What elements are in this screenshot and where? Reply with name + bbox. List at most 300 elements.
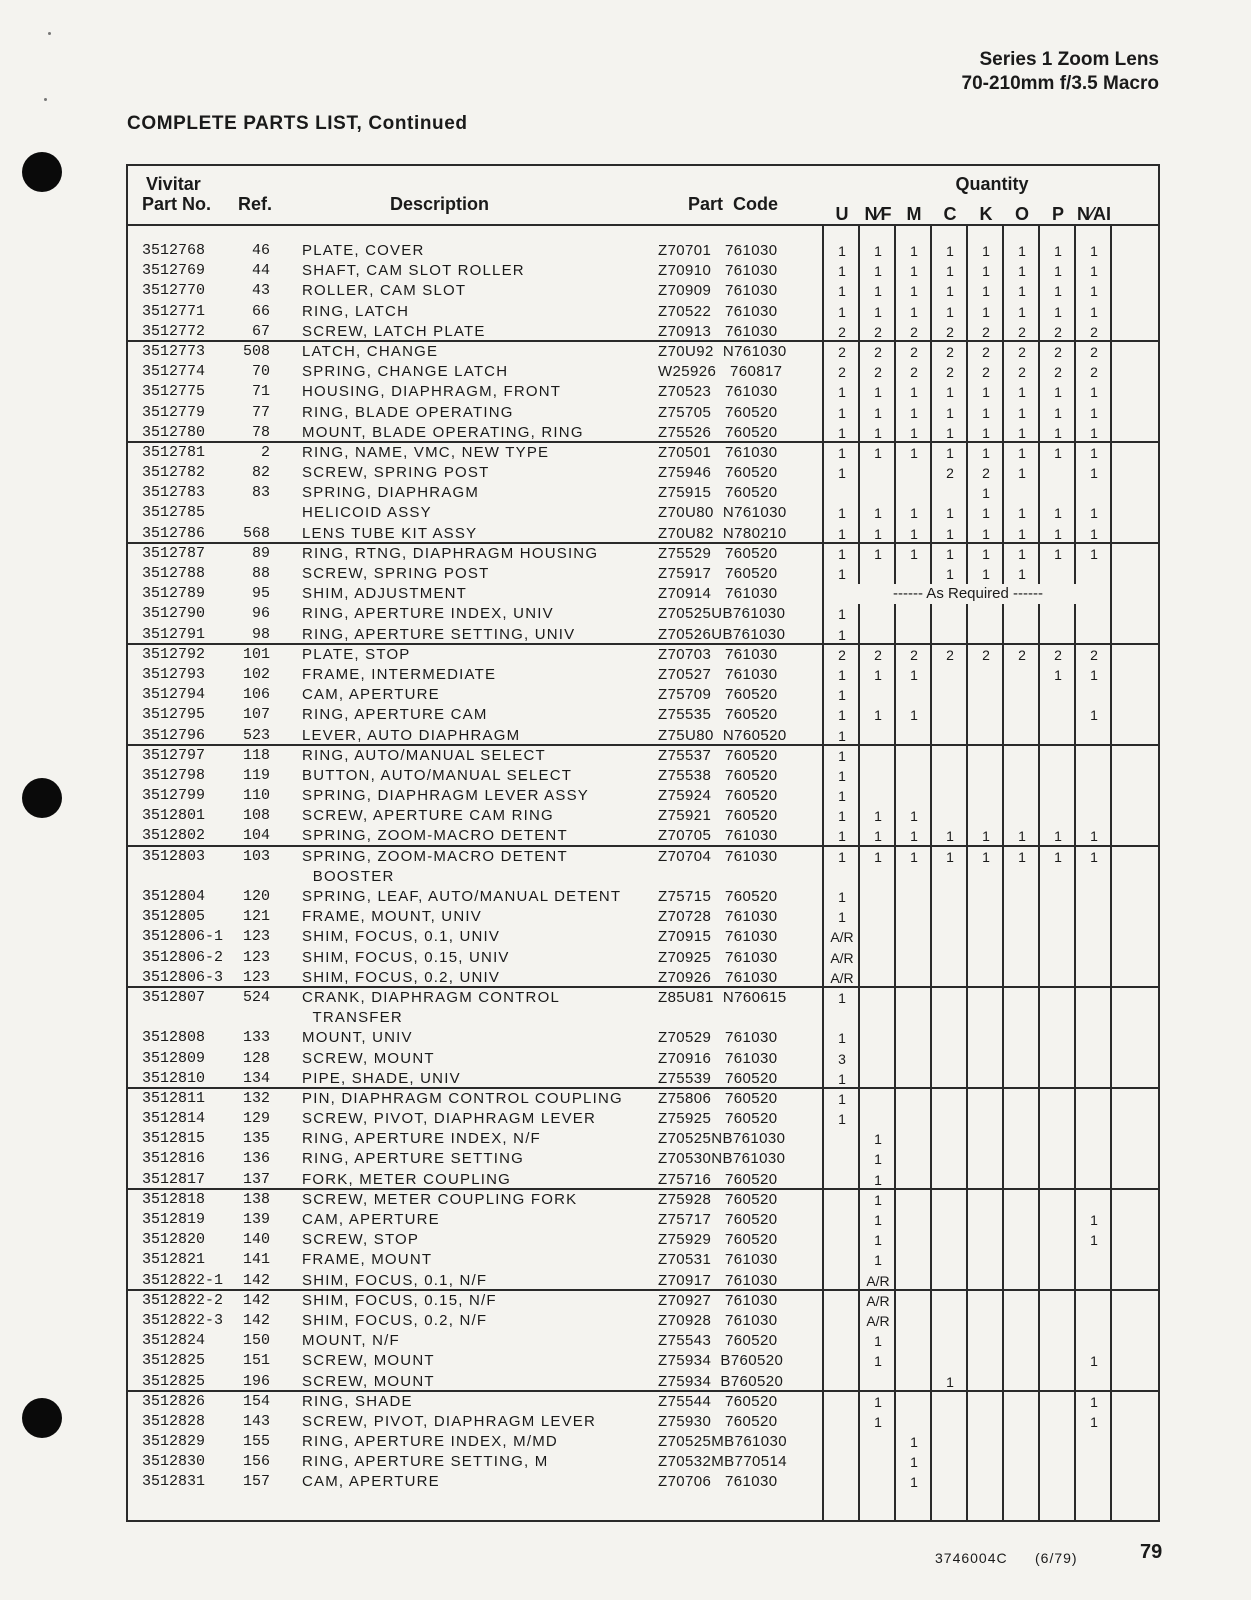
qty-cell: 1	[838, 666, 846, 683]
ref-number: 78	[251, 423, 270, 441]
qty-cell: 1	[874, 1353, 882, 1370]
part-code: Z75921 760520	[658, 807, 778, 825]
qty-cell: 2	[910, 646, 918, 663]
part-number: 3512828	[142, 1412, 206, 1430]
table-row	[128, 281, 1158, 301]
qty-cell: 1	[874, 1171, 882, 1188]
ref-number: 43	[251, 282, 270, 300]
part-code: Z75705 760520	[658, 403, 778, 421]
table-row	[128, 1412, 1158, 1432]
table-row	[128, 826, 1158, 846]
qty-cell: 1	[874, 707, 882, 724]
description: SCREW, MOUNT	[302, 1352, 435, 1370]
ref-number: 123	[242, 948, 270, 966]
qty-cell: 1	[946, 384, 954, 401]
part-number: 3512797	[142, 746, 206, 764]
description: BUTTON, AUTO/MANUAL SELECT	[302, 766, 573, 784]
ref-number: 155	[242, 1433, 270, 1451]
part-number: 3512780	[142, 423, 206, 441]
qty-cell: 1	[838, 808, 846, 825]
qty-cell: 1	[946, 505, 954, 522]
ref-number: 119	[242, 766, 270, 784]
qty-cell: 1	[910, 404, 918, 421]
ref-number: 82	[251, 464, 270, 482]
table-row	[128, 887, 1158, 907]
qty-cell: 1	[874, 1232, 882, 1249]
part-number: 3512773	[142, 342, 206, 360]
qty-cell: 1	[982, 424, 990, 441]
table-row	[128, 988, 1158, 1008]
table-row	[128, 1452, 1158, 1472]
qty-cell: 1	[1054, 424, 1062, 441]
qty-cell: 1	[1090, 424, 1098, 441]
part-code: Z75934 B760520	[658, 1372, 784, 1390]
part-number: 3512768	[142, 242, 206, 259]
part-code: Z75543 760520	[658, 1332, 778, 1350]
description: SCREW, STOP	[302, 1231, 420, 1249]
part-code: Z70U82 N780210	[658, 524, 787, 542]
qty-cell: 1	[910, 848, 918, 865]
qty-cell: 2	[874, 646, 882, 663]
table-row	[128, 1372, 1158, 1392]
qty-cell: 1	[982, 263, 990, 280]
table-row	[128, 726, 1158, 746]
qty-cell: 2	[874, 323, 882, 340]
qty-cell: 1	[874, 1413, 882, 1430]
qty-cell: 1	[1090, 384, 1098, 401]
qty-cell: 1	[1090, 444, 1098, 461]
qty-cell: 1	[1018, 404, 1026, 421]
qty-cell: 1	[1054, 545, 1062, 562]
qty-cell: 2	[982, 465, 990, 482]
table-row	[128, 847, 1158, 867]
part-code: Z70910 761030	[658, 262, 778, 280]
description: CAM, APERTURE	[302, 1473, 440, 1491]
description: SCREW, SPRING POST	[302, 464, 490, 482]
qty-cell: 1	[838, 303, 846, 320]
qty-cell: 1	[946, 404, 954, 421]
qty-cell: 1	[910, 545, 918, 562]
ref-number: 132	[242, 1089, 270, 1107]
qty-cell: 1	[1018, 303, 1026, 320]
qty-cell: 2	[838, 646, 846, 663]
qty-cell: 1	[982, 444, 990, 461]
table-row	[128, 382, 1158, 402]
ref-number: 156	[242, 1453, 270, 1471]
part-code: Z70525NB761030	[658, 1130, 786, 1148]
table-row	[128, 1432, 1158, 1452]
qty-cell: 1	[1090, 848, 1098, 865]
qty-cell: 2	[910, 364, 918, 381]
qty-cell: 1	[1090, 283, 1098, 300]
part-code: Z70U80 N761030	[658, 504, 787, 522]
qty-cell: 2	[982, 343, 990, 360]
qty-cell: 1	[874, 505, 882, 522]
table-row	[128, 1392, 1158, 1412]
description: HELICOID ASSY	[302, 504, 432, 522]
ref-number: 44	[251, 262, 270, 280]
part-code: Z70917 761030	[658, 1271, 778, 1289]
qty-cell: 1	[982, 303, 990, 320]
table-row	[128, 524, 1158, 544]
col-header-qty-4: K	[979, 204, 993, 224]
table-row	[128, 604, 1158, 624]
part-number: 3512792	[142, 645, 206, 663]
qty-cell: 1	[838, 707, 846, 724]
qty-cell: 1	[1054, 505, 1062, 522]
part-code: Z75930 760520	[658, 1412, 778, 1430]
ref-number: 104	[242, 827, 270, 845]
qty-cell: 1	[982, 566, 990, 582]
qty-cell: 1	[910, 505, 918, 522]
table-row	[128, 645, 1158, 665]
description: RING, RTNG, DIAPHRAGM HOUSING	[302, 544, 599, 562]
qty-cell: 2	[946, 465, 954, 482]
qty-cell: 2	[982, 323, 990, 340]
qty-cell: 1	[1018, 283, 1026, 300]
description: RING, LATCH	[302, 302, 410, 320]
qty-cell: 1	[982, 848, 990, 865]
qty-cell: 1	[1018, 444, 1026, 461]
qty-cell: 1	[1054, 666, 1062, 683]
table-row	[128, 806, 1158, 826]
qty-cell: 2	[874, 343, 882, 360]
part-code: Z75544 760520	[658, 1392, 778, 1410]
description: SCREW, PIVOT, DIAPHRAGM LEVER	[302, 1412, 597, 1430]
qty-cell: 1	[838, 626, 846, 643]
qty-cell: 1	[874, 666, 882, 683]
qty-cell: 1	[874, 243, 882, 259]
qty-cell: 1	[1090, 666, 1098, 683]
qty-cell: 1	[838, 606, 846, 623]
part-number: 3512769	[142, 262, 206, 280]
part-number: 3512808	[142, 1029, 206, 1047]
description: BOOSTER	[302, 867, 395, 885]
qty-cell: 2	[838, 323, 846, 340]
description: RING, APERTURE INDEX, UNIV	[302, 605, 554, 623]
description: RING, NAME, VMC, NEW TYPE	[302, 443, 550, 461]
qty-cell: 1	[946, 424, 954, 441]
qty-cell: 1	[910, 828, 918, 845]
part-code: W25926 760817	[658, 363, 783, 381]
ref-number: 128	[242, 1049, 270, 1067]
col-header-qty-2: M	[906, 204, 922, 224]
qty-cell: 1	[982, 505, 990, 522]
table-row	[128, 1472, 1158, 1492]
qty-cell: 1	[946, 545, 954, 562]
table-row	[128, 746, 1158, 766]
qty-cell: 1	[910, 666, 918, 683]
qty-cell: 1	[1018, 566, 1026, 582]
document-code: 3746004C	[935, 1550, 1008, 1566]
qty-cell: 1	[874, 404, 882, 421]
description: PLATE, COVER	[302, 242, 425, 259]
qty-cell: 1	[910, 1454, 918, 1471]
part-code: Z70U92 N761030	[658, 342, 787, 360]
qty-cell: 1	[838, 465, 846, 482]
col-header-ref: Ref.	[238, 194, 273, 214]
description: RING, APERTURE SETTING, M	[302, 1453, 549, 1471]
qty-cell: 2	[838, 364, 846, 381]
description: RING, BLADE OPERATING	[302, 403, 514, 421]
part-code: Z70909 761030	[658, 282, 778, 300]
part-number: 3512814	[142, 1110, 206, 1128]
qty-cell: 1	[838, 1070, 846, 1087]
qty-cell: A/R	[866, 1292, 890, 1309]
qty-cell: 1	[910, 1474, 918, 1491]
description: FORK, METER COUPLING	[302, 1170, 512, 1188]
part-number: 3512804	[142, 888, 206, 905]
description: RING, APERTURE SETTING	[302, 1150, 524, 1168]
qty-cell: 1	[910, 384, 918, 401]
description: RING, APERTURE INDEX, N/F	[302, 1130, 541, 1148]
qty-cell: 1	[1090, 1232, 1098, 1249]
qty-cell: 1	[838, 727, 846, 744]
description: SHIM, FOCUS, 0.2, UNIV	[302, 968, 501, 986]
description: RING, APERTURE SETTING, UNIV	[302, 625, 576, 643]
part-code: Z70527 761030	[658, 665, 778, 683]
qty-cell: 1	[910, 283, 918, 300]
part-number: 3512805	[142, 908, 206, 926]
qty-cell: 1	[838, 525, 846, 542]
part-code: Z75928 760520	[658, 1190, 778, 1208]
qty-cell: 1	[874, 1131, 882, 1148]
qty-cell: 1	[1090, 465, 1098, 482]
ref-number: 133	[242, 1029, 270, 1047]
part-number: 3512807	[142, 988, 206, 1006]
part-number: 3512771	[142, 302, 206, 320]
qty-cell: 1	[1018, 263, 1026, 280]
qty-cell: 2	[838, 343, 846, 360]
qty-cell: 1	[982, 283, 990, 300]
qty-cell: 1	[910, 444, 918, 461]
qty-cell: 2	[1054, 364, 1062, 381]
part-code: Z75539 760520	[658, 1069, 778, 1087]
document-date: (6/79)	[1035, 1550, 1078, 1566]
part-code: Z70728 761030	[658, 908, 778, 926]
qty-cell: 1	[946, 566, 954, 582]
part-code: Z70529 761030	[658, 1029, 778, 1047]
paper-speck	[48, 32, 51, 35]
description: ROLLER, CAM SLOT	[302, 282, 467, 300]
qty-cell: 1	[1018, 848, 1026, 865]
part-code: Z75806 760520	[658, 1089, 778, 1107]
part-code: Z75537 760520	[658, 746, 778, 764]
description: SHIM, FOCUS, 0.1, UNIV	[302, 928, 501, 946]
table-row	[128, 1271, 1158, 1291]
binder-hole	[22, 152, 62, 192]
page-number: 79	[1140, 1541, 1163, 1563]
qty-cell: 1	[982, 485, 990, 502]
ref-number: 106	[242, 686, 270, 704]
part-number: 3512821	[142, 1251, 206, 1269]
ref-number: 2	[260, 443, 270, 461]
ref-number: 139	[242, 1211, 270, 1228]
part-code: Z75535 760520	[658, 706, 778, 724]
qty-cell: 1	[1054, 828, 1062, 845]
ref-number: 71	[251, 383, 270, 401]
part-number: 3512790	[142, 605, 206, 623]
part-code: Z70928 761030	[658, 1311, 778, 1329]
part-number: 3512819	[142, 1211, 206, 1228]
ref-number: 66	[251, 302, 270, 320]
part-number: 3512786	[142, 524, 206, 542]
part-code: Z70914 761030	[658, 585, 778, 603]
ref-number: 568	[242, 524, 270, 542]
table-row	[128, 1230, 1158, 1250]
part-number: 3512822-2	[142, 1291, 224, 1309]
qty-cell: 2	[982, 364, 990, 381]
ref-number: 137	[242, 1170, 270, 1188]
ref-number: 141	[242, 1251, 270, 1269]
ref-number: 154	[242, 1392, 270, 1410]
qty-cell: 1	[838, 848, 846, 865]
table-row	[128, 342, 1158, 362]
ref-number: 102	[242, 665, 270, 683]
table-row	[128, 261, 1158, 281]
description: LEVER, AUTO DIAPHRAGM	[302, 726, 521, 744]
qty-cell: 1	[1090, 263, 1098, 280]
part-number: 3512806-1	[142, 928, 224, 946]
description: MOUNT, N/F	[302, 1332, 400, 1350]
part-code: Z70525UB761030	[658, 605, 786, 623]
part-number: 3512794	[142, 686, 206, 704]
part-code: Z75526 760520	[658, 423, 778, 441]
qty-cell: 1	[838, 1111, 846, 1128]
qty-cell: 1	[874, 303, 882, 320]
qty-cell: 1	[838, 283, 846, 300]
description: MOUNT, UNIV	[302, 1029, 413, 1047]
qty-cell: 2	[1018, 343, 1026, 360]
part-code: Z70916 761030	[658, 1049, 778, 1067]
col-header-description: Description	[390, 194, 490, 214]
part-code: Z75716 760520	[658, 1170, 778, 1188]
qty-cell: 2	[946, 646, 954, 663]
description: RING, SHADE	[302, 1392, 413, 1410]
qty-cell: 2	[1090, 364, 1098, 381]
part-number: 3512802	[142, 827, 206, 845]
qty-cell: 2	[946, 323, 954, 340]
qty-cell: 1	[910, 707, 918, 724]
part-number: 3512816	[142, 1150, 206, 1168]
qty-cell: 1	[874, 1191, 882, 1208]
qty-cell: 1	[874, 808, 882, 825]
page-heading: COMPLETE PARTS LIST, Continued	[127, 113, 468, 134]
qty-cell: 1	[982, 828, 990, 845]
qty-cell: 1	[1054, 404, 1062, 421]
description: SHIM, FOCUS, 0.15, N/F	[302, 1291, 497, 1309]
ref-number: 523	[242, 726, 270, 744]
qty-cell: 1	[838, 788, 846, 805]
qty-cell: 1	[946, 525, 954, 542]
ref-number: 95	[251, 585, 270, 603]
part-code: Z75917 760520	[658, 565, 778, 582]
table-row	[128, 423, 1158, 443]
ref-number: 101	[242, 645, 270, 663]
description: RING, APERTURE CAM	[302, 706, 488, 724]
part-number: 3512774	[142, 363, 206, 381]
description: LATCH, CHANGE	[302, 342, 439, 360]
part-code: Z70701 761030	[658, 242, 778, 259]
part-code: Z70913 761030	[658, 322, 778, 340]
qty-cell: 1	[1090, 1353, 1098, 1370]
col-header-vivitar: Vivitar	[146, 174, 201, 194]
qty-cell: A/R	[866, 1312, 890, 1329]
table-row	[128, 483, 1158, 503]
qty-cell: 1	[838, 828, 846, 845]
ref-number: 142	[242, 1291, 270, 1309]
ref-number: 83	[251, 484, 270, 502]
qty-cell: 1	[946, 444, 954, 461]
ref-number: 142	[242, 1311, 270, 1329]
table-row	[128, 1210, 1158, 1230]
part-number: 3512787	[142, 544, 206, 562]
qty-cell: 1	[838, 243, 846, 259]
qty-cell: 1	[910, 808, 918, 825]
ref-number: 150	[242, 1332, 270, 1350]
ref-number: 140	[242, 1231, 270, 1249]
qty-cell: 2	[982, 646, 990, 663]
col-header-qty-3: C	[943, 204, 957, 224]
qty-cell: 2	[1018, 323, 1026, 340]
qty-cell: 1	[982, 384, 990, 401]
ref-number: 129	[242, 1110, 270, 1128]
qty-cell: 2	[1018, 364, 1026, 381]
table-row	[128, 1190, 1158, 1210]
table-row	[128, 403, 1158, 423]
part-number: 3512826	[142, 1392, 206, 1410]
ref-number: 121	[242, 908, 270, 926]
part-code: Z70526UB761030	[658, 625, 786, 643]
qty-cell: 1	[1018, 243, 1026, 259]
ref-number: 136	[242, 1150, 270, 1168]
part-number: 3512783	[142, 484, 206, 502]
qty-cell: 1	[1054, 243, 1062, 259]
part-code: Z70703 761030	[658, 645, 778, 663]
part-code: Z75709 760520	[658, 686, 778, 704]
qty-cell: 1	[910, 243, 918, 259]
part-number: 3512779	[142, 403, 206, 421]
qty-cell: 1	[1090, 1413, 1098, 1430]
description: PIN, DIAPHRAGM CONTROL COUPLING	[302, 1089, 623, 1107]
part-code: Z75U80 N760520	[658, 726, 787, 744]
description: CAM, APERTURE	[302, 686, 440, 704]
paper-speck	[44, 98, 47, 101]
qty-cell: 1	[874, 424, 882, 441]
part-number: 3512824	[142, 1332, 206, 1350]
ref-number: 142	[242, 1271, 270, 1289]
part-number: 3512781	[142, 443, 206, 461]
ref-number: 67	[251, 322, 270, 340]
table-row	[128, 241, 1158, 261]
description: SHIM, FOCUS, 0.1, N/F	[302, 1271, 488, 1289]
ref-number: 98	[251, 625, 270, 643]
part-code: Z70705 761030	[658, 827, 778, 845]
qty-cell: 1	[1018, 545, 1026, 562]
table-row	[128, 564, 1158, 584]
qty-cell: 1	[1090, 707, 1098, 724]
part-code: Z85U81 N760615	[658, 988, 787, 1006]
series-line-2: 70-210mm f/3.5 Macro	[961, 73, 1159, 94]
qty-cell: 1	[838, 263, 846, 280]
qty-cell: 1	[1018, 384, 1026, 401]
part-code: Z70706 761030	[658, 1473, 778, 1491]
qty-cell: 3	[838, 1050, 846, 1067]
qty-cell: 1	[1090, 404, 1098, 421]
qty-cell: 1	[874, 848, 882, 865]
qty-cell: 1	[946, 303, 954, 320]
table-row	[128, 705, 1158, 725]
